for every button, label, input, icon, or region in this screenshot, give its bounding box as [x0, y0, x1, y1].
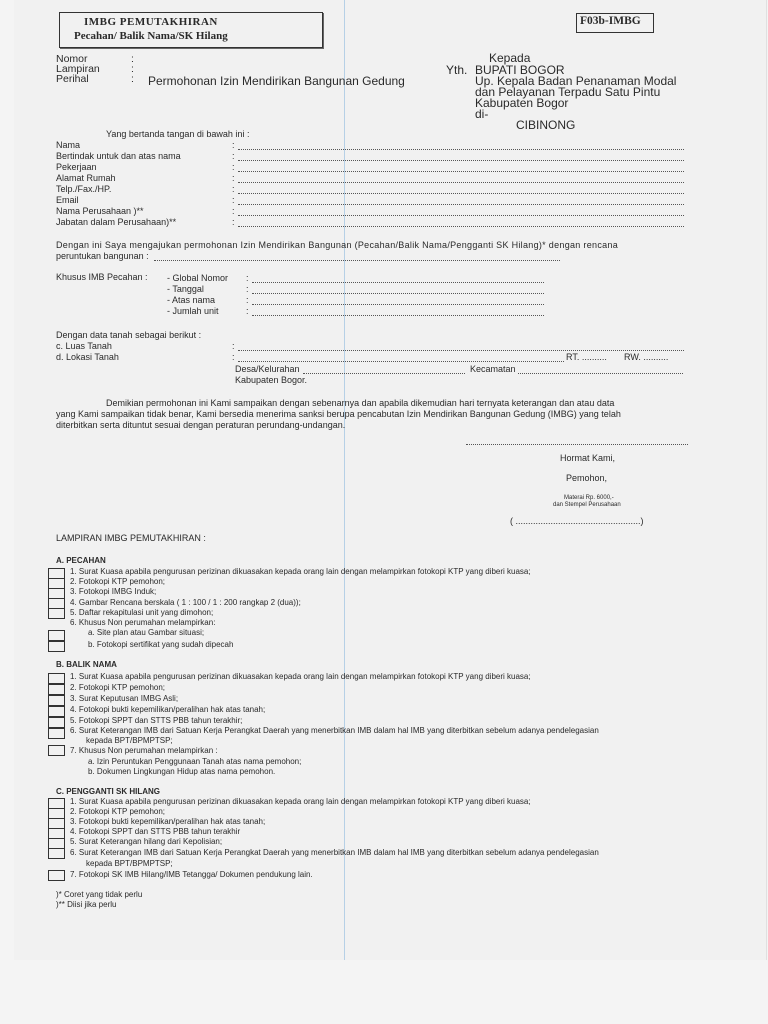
peruntukan-field[interactable] — [154, 252, 560, 261]
perihal-value: Permohonan Izin Mendirikan Bangunan Gedung — [148, 74, 405, 88]
list-item: 6. Surat Keterangan IMB dari Satuan Kerja Perangkat Daerah yang menerbitkan IMB dalam hal IMB yang diterbitkan sebelum adanya pendelegasian — [70, 726, 599, 735]
rt-label: RT. .......... — [566, 352, 607, 362]
kabupaten-label: Kabupaten Bogor. — [235, 375, 308, 385]
lampiran-label: Lampiran — [56, 63, 100, 75]
telp-field[interactable] — [238, 185, 684, 194]
list-item: a. Site plan atau Gambar situasi; — [88, 628, 205, 637]
list-item: 3. Surat Keputusan IMBG Asli; — [70, 694, 179, 703]
addressee-line-4: Kabupaten Bogor — [475, 96, 569, 110]
list-item: 6. Khusus Non perumahan melampirkan: — [70, 618, 216, 627]
kecamatan-label: Kecamatan — [470, 364, 516, 374]
list-item: 4. Fotokopi bukti kepemilikan/peralihan hak atas tanah; — [70, 705, 266, 714]
list-item: kepada BPT/BPMPTSP; — [86, 736, 173, 745]
checkbox[interactable] — [48, 870, 65, 881]
list-item: 3. Fotokopi bukti kepemilikan/peralihan hak atas tanah; — [70, 817, 266, 826]
list-item: 2. Fotokopi KTP pemohon; — [70, 577, 166, 586]
checkbox[interactable] — [48, 630, 65, 641]
perusahaan-field[interactable] — [238, 207, 684, 216]
rw-label: RW. .......... — [624, 352, 669, 362]
closing-line-1: Demikian permohonan ini Kami sampaikan dengan sebenarnya dan apabila dikemudian hari ternyata keterangan dan atau data — [106, 398, 615, 408]
email-field[interactable] — [238, 196, 684, 205]
pemohon-label: Pemohon, — [566, 473, 608, 483]
checkbox[interactable] — [48, 695, 65, 706]
list-item: b. Fotokopi sertifikat yang sudah dipecah — [88, 640, 234, 649]
pecahan-label: Khusus IMB Pecahan : — [56, 272, 148, 282]
pecahan-tanggal-label: - Tanggal — [167, 284, 204, 294]
lokasi-tanah-field[interactable] — [238, 353, 564, 362]
addressee-line-1: BUPATI BOGOR — [475, 63, 565, 77]
pecahan-atasnama-label: - Atas nama — [167, 295, 216, 305]
list-item: 3. Fotokopi IMBG Induk; — [70, 587, 157, 596]
list-item: 4. Gambar Rencana berskala ( 1 : 100 / 1 : 200 rangkap 2 (dua)); — [70, 598, 301, 607]
kecamatan-field[interactable] — [518, 365, 683, 374]
list-item: 7. Khusus Non perumahan melampirkan : — [70, 746, 218, 755]
footnote-1: )* Coret yang tidak perlu — [56, 890, 143, 899]
jumlah-unit-field[interactable] — [252, 307, 544, 316]
colon: : — [246, 284, 249, 294]
global-nomor-field[interactable] — [252, 274, 544, 283]
colon: : — [232, 140, 235, 150]
kepada-label: Kepada — [489, 51, 531, 65]
checkbox[interactable] — [48, 745, 65, 756]
request-line-1: Dengan ini Saya mengajukan permohonan Izin Mendirikan Bangunan (Pecahan/Balik Nama/Pengganti SK Hilang)* dengan rencana — [56, 240, 619, 250]
land-intro: Dengan data tanah sebagai berikut : — [56, 330, 202, 340]
list-item: 7. Fotokopi SK IMB Hilang/IMB Tetangga/ Dokumen pendukung lain. — [70, 870, 313, 879]
title-line-2: Pecahan/ Balik Nama/SK Hilang — [74, 30, 228, 42]
desa-field[interactable] — [303, 365, 465, 374]
checkbox[interactable] — [48, 684, 65, 695]
perihal-label: Perihal — [56, 73, 89, 85]
perihal-colon: : — [131, 73, 134, 85]
list-item: 5. Surat Keterangan hilang dari Kepolisian; — [70, 837, 223, 846]
field-pekerjaan-label: Pekerjaan — [56, 162, 97, 172]
checkbox[interactable] — [48, 848, 65, 859]
addressee-city: CIBINONG — [516, 118, 576, 132]
signature-field[interactable]: ( ..................................................) — [510, 516, 644, 526]
colon: : — [232, 151, 235, 161]
colon: : — [232, 352, 235, 362]
field-email-label: Email — [56, 195, 79, 205]
list-item: 5. Daftar rekapitulasi unit yang dimohon; — [70, 608, 214, 617]
checkbox[interactable] — [48, 608, 65, 619]
yth-label: Yth. — [446, 63, 468, 77]
list-item: 2. Fotokopi KTP pemohon; — [70, 807, 166, 816]
form-code: F03b-IMBG — [580, 15, 641, 27]
nama-field[interactable] — [238, 141, 684, 150]
colon: : — [232, 341, 235, 351]
lokasi-tanah-label: d. Lokasi Tanah — [56, 352, 119, 362]
list-item: 2. Fotokopi KTP pemohon; — [70, 683, 166, 692]
form-sheet — [14, 0, 767, 960]
applicant-intro: Yang bertanda tangan di bawah ini : — [106, 129, 250, 139]
closing-line-3: diterbitkan serta dituntut sesuai dengan peraturan perundang-undangan. — [56, 420, 346, 430]
list-item: kepada BPT/BPMPTSP; — [86, 859, 173, 868]
closing-line-2: yang Kami sampaikan tidak benar, Kami bersedia menerima sanksi berupa pencabutan Izin Mendirikan Bangunan Gedung (IMBG) yang telah — [56, 409, 621, 419]
field-bertindak-label: Bertindak untuk dan atas nama — [56, 151, 181, 161]
addressee-line-2: Up. Kepala Badan Penanaman Modal — [475, 74, 677, 88]
addressee-line-3: dan Pelayanan Terpadu Satu Pintu — [475, 85, 661, 99]
list-item: 1. Surat Kuasa apabila pengurusan perizinan dikuasakan kepada orang lain dengan melampirkan fotokopi KTP yang diberi kuasa; — [70, 672, 531, 681]
checkbox[interactable] — [48, 641, 65, 652]
request-line-2: peruntukan bangunan : — [56, 251, 149, 261]
hormat-kami: Hormat Kami, — [560, 453, 616, 463]
colon: : — [246, 306, 249, 316]
list-item: 1. Surat Kuasa apabila pengurusan perizinan dikuasakan kepada orang lain dengan melampirkan fotokopi KTP yang diberi kuasa; — [70, 797, 531, 806]
field-perusahaan-label: Nama Perusahaan )** — [56, 206, 144, 216]
list-item: 6. Surat Keterangan IMB dari Satuan Kerja Perangkat Daerah yang menerbitkan IMB dalam hal IMB yang diterbitkan sebelum adanya pendelegasian — [70, 848, 599, 857]
pecahan-jumlah-label: - Jumlah unit — [167, 306, 219, 316]
section-b-heading: B. BALIK NAMA — [56, 660, 117, 669]
colon: : — [232, 162, 235, 172]
luas-tanah-field[interactable] — [238, 342, 684, 351]
title-line-1: IMBG PEMUTAKHIRAN — [84, 16, 218, 28]
colon: : — [232, 184, 235, 194]
colon: : — [246, 295, 249, 305]
addressee-line-5: di- — [475, 107, 489, 121]
place-date-field[interactable] — [466, 436, 688, 445]
attachments-title: LAMPIRAN IMBG PEMUTAKHIRAN : — [56, 533, 206, 543]
materai-line-1: Materai Rp. 6000,- — [564, 495, 614, 501]
list-item: 1. Surat Kuasa apabila pengurusan perizinan dikuasakan kepada orang lain dengan melampirkan fotokopi KTP yang diberi kuasa; — [70, 567, 531, 576]
list-item: b. Dokumen Lingkungan Hidup atas nama pemohon. — [88, 767, 276, 776]
field-telp-label: Telp./Fax./HP. — [56, 184, 112, 194]
checkbox[interactable] — [48, 706, 65, 717]
colon: : — [232, 217, 235, 227]
lampiran-colon: : — [131, 63, 134, 75]
pekerjaan-field[interactable] — [238, 163, 684, 172]
colon: : — [232, 195, 235, 205]
section-c-heading: C. PENGGANTI SK HILANG — [56, 787, 161, 796]
luas-tanah-label: c. Luas Tanah — [56, 341, 112, 351]
checkbox[interactable] — [48, 728, 65, 739]
desa-label: Desa/Kelurahan — [235, 364, 300, 374]
tanggal-field[interactable] — [252, 285, 544, 294]
list-item: 5. Fotokopi SPPT dan STTS PBB tahun terakhir; — [70, 716, 243, 725]
atas-nama-field[interactable] — [252, 296, 544, 305]
list-item: 4. Fotokopi SPPT dan STTS PBB tahun terakhir — [70, 827, 241, 836]
section-a-heading: A. PECAHAN — [56, 556, 106, 565]
colon: : — [232, 173, 235, 183]
alamat-field[interactable] — [238, 174, 684, 183]
field-nama-label: Nama — [56, 140, 81, 150]
checkbox[interactable] — [48, 717, 65, 728]
materai-line-2: dan Stempel Perusahaan — [553, 502, 621, 508]
colon: : — [246, 273, 249, 283]
nomor-colon: : — [131, 53, 134, 65]
colon: : — [232, 206, 235, 216]
jabatan-field[interactable] — [238, 218, 684, 227]
bertindak-field[interactable] — [238, 152, 684, 161]
pecahan-global-label: - Global Nomor — [167, 273, 229, 283]
field-alamat-label: Alamat Rumah — [56, 173, 116, 183]
footnote-2: )** Diisi jika perlu — [56, 900, 117, 909]
checkbox[interactable] — [48, 673, 65, 684]
list-item: a. Izin Peruntukan Penggunaan Tanah atas nama pemohon; — [88, 757, 302, 766]
nomor-label: Nomor — [56, 53, 88, 65]
field-jabatan-label: Jabatan dalam Perusahaan)** — [56, 217, 177, 227]
